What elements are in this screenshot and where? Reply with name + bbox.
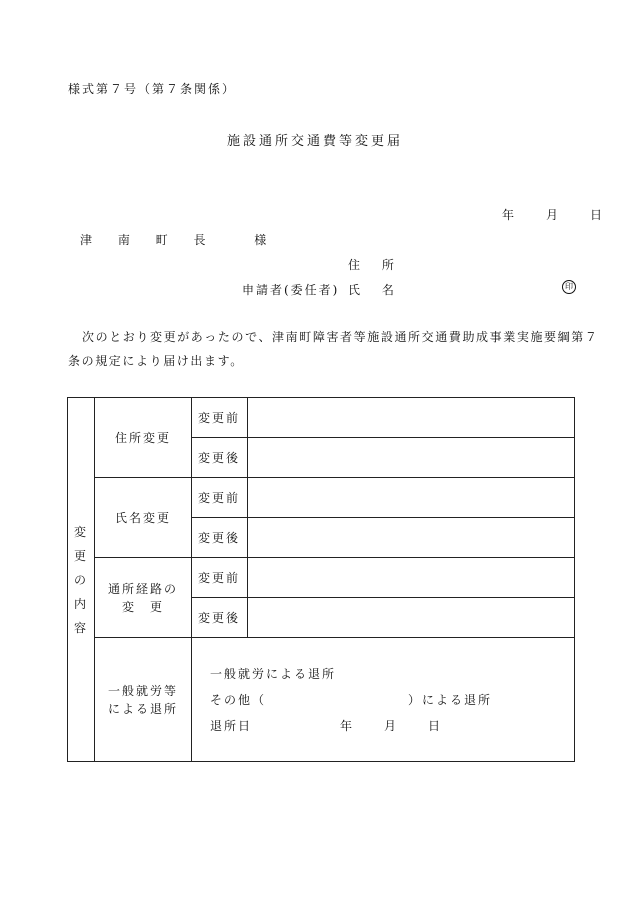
address-label: 住 所 <box>348 258 403 272</box>
withdrawal-employment-line: 一般就労による退所 <box>210 666 337 681</box>
route-change-label: 通所経路の 変 更 <box>95 558 192 638</box>
form-title: 施設通所交通費等変更届 <box>226 134 403 149</box>
name-before-label: 変更前 <box>192 478 248 518</box>
name-after-field[interactable] <box>248 518 575 558</box>
applicant-label: 申請者(委任者) <box>242 283 340 297</box>
route-before-label: 変更前 <box>192 558 248 598</box>
form-number: 様式第７号（第７条関係） <box>68 82 237 96</box>
date-day-label: 日 <box>590 208 605 222</box>
body-text: 次のとおり変更があったので、津南町障害者等施設通所交通費助成事業実施要綱第７条の規定により届け出ます。 <box>68 330 599 368</box>
name-after-label: 変更後 <box>192 518 248 558</box>
route-after-field[interactable] <box>248 598 575 638</box>
addressee: 津 南 町 長 様 <box>80 233 278 247</box>
change-contents-side-label: 変 更 の 内 容 <box>68 398 95 762</box>
date-year-label: 年 <box>502 208 517 222</box>
route-after-label: 変更後 <box>192 598 248 638</box>
withdrawal-label: 一般就労等 による退所 <box>95 638 192 762</box>
address-after-field[interactable] <box>248 438 575 478</box>
name-before-field[interactable] <box>248 478 575 518</box>
withdrawal-other-line: その他（ ）による退所 <box>210 692 493 707</box>
address-after-label: 変更後 <box>192 438 248 478</box>
date-month-label: 月 <box>546 208 561 222</box>
change-details-table <box>67 397 575 762</box>
address-before-field[interactable] <box>248 398 575 438</box>
route-before-field[interactable] <box>248 558 575 598</box>
withdrawal-date-line: 退所日 年 月 日 <box>210 718 443 733</box>
name-change-label: 氏名変更 <box>95 478 192 558</box>
address-change-label: 住所変更 <box>95 398 192 478</box>
address-before-label: 変更前 <box>192 398 248 438</box>
withdrawal-details[interactable] <box>192 638 575 762</box>
seal-icon: 印 <box>562 280 576 294</box>
name-label: 氏 名 <box>348 283 403 297</box>
